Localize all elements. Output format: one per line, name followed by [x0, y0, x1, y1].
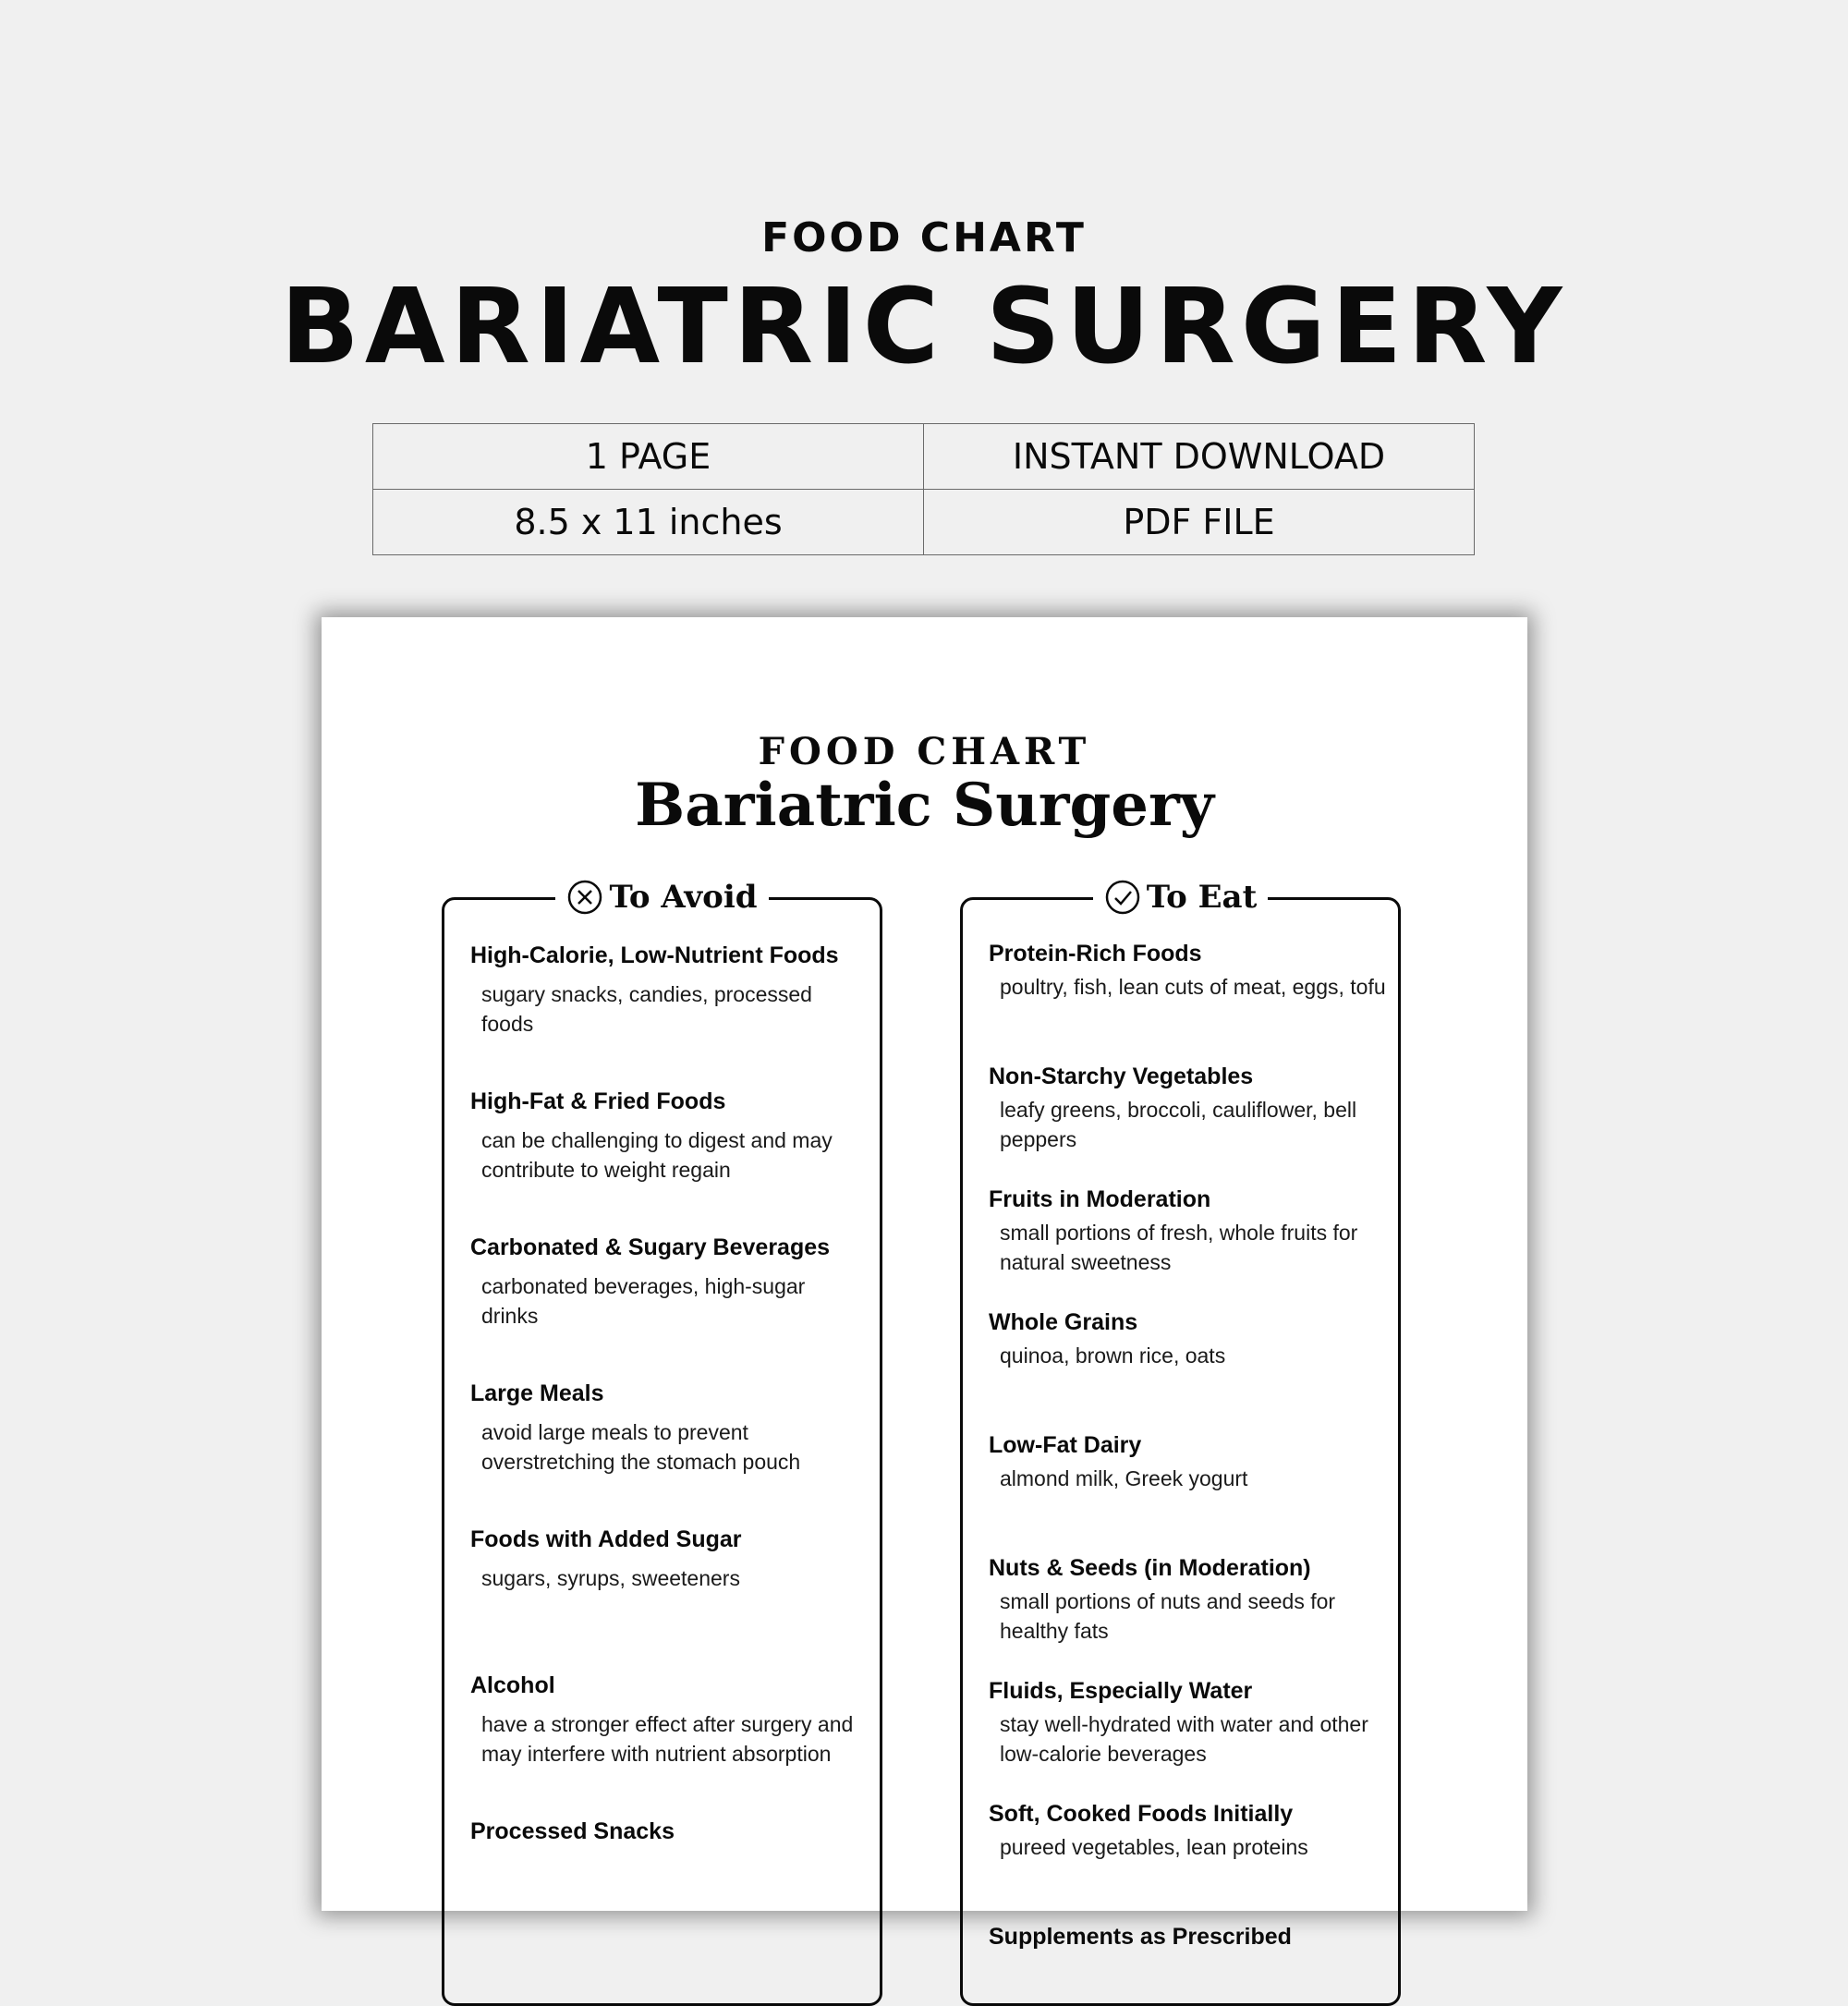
eat-item-title: Supplements as Prescribed: [989, 1924, 1292, 1950]
spec-table: [372, 423, 1475, 555]
eat-item-desc: leafy greens, broccoli, cauliflower, bell peppers: [1000, 1098, 1357, 1151]
eat-item: [989, 1307, 1386, 1370]
avoid-item-title: High-Fat & Fried Foods: [470, 1088, 726, 1114]
eat-item: [989, 1062, 1386, 1154]
eat-item-desc: pureed vegetables, lean proteins: [1000, 1835, 1308, 1859]
avoid-panel: [442, 879, 882, 2006]
avoid-item-title: Processed Snacks: [470, 1818, 675, 1844]
avoid-item: [470, 1087, 868, 1185]
eat-item: [989, 1799, 1386, 1862]
eat-item-title: Fruits in Moderation: [989, 1186, 1211, 1212]
avoid-item: [470, 1379, 868, 1477]
spec-format: PDF FILE: [924, 490, 1475, 555]
x-circle-icon: [566, 879, 603, 916]
avoid-item: [470, 1817, 868, 1846]
eat-item: [989, 1922, 1386, 1951]
spec-pages: 1 PAGE: [373, 424, 924, 490]
eat-item-desc: poultry, fish, lean cuts of meat, eggs, tofu: [1000, 975, 1386, 999]
eat-item-title: Non-Starchy Vegetables: [989, 1064, 1254, 1089]
avoid-panel-header: [444, 875, 880, 920]
eat-item-desc: small portions of fresh, whole fruits for natural sweetness: [1000, 1221, 1358, 1274]
eat-item: [989, 1430, 1386, 1493]
document-title: Bariatric Surgery: [635, 771, 1214, 840]
avoid-item-title: High-Calorie, Low-Nutrient Foods: [470, 942, 839, 968]
eat-item-title: Soft, Cooked Foods Initially: [989, 1801, 1294, 1827]
header-title: BARIATRIC SURGERY: [280, 267, 1568, 387]
avoid-item: [470, 941, 868, 1039]
avoid-item: [470, 1233, 868, 1331]
avoid-item-desc: carbonated beverages, high-sugar drinks: [481, 1274, 806, 1328]
eat-item-desc: stay well-hydrated with water and other low-calorie beverages: [1000, 1712, 1368, 1766]
eat-item-title: Low-Fat Dairy: [989, 1432, 1142, 1458]
avoid-item-title: Alcohol: [470, 1672, 555, 1698]
document-preview: [322, 617, 1527, 1950]
eat-heading: To Eat: [1146, 879, 1258, 916]
eat-panel-header: [963, 875, 1398, 920]
avoid-item-title: Large Meals: [470, 1380, 604, 1406]
avoid-item-title: Foods with Added Sugar: [470, 1526, 742, 1552]
eat-item: [989, 1185, 1386, 1277]
avoid-item-title: Carbonated & Sugary Beverages: [470, 1234, 831, 1260]
eat-item: [989, 1553, 1386, 1646]
check-circle-icon: [1104, 879, 1141, 916]
eat-item-title: Whole Grains: [989, 1309, 1138, 1335]
avoid-item-desc: sugary snacks, candies, processed foods: [481, 982, 812, 1036]
spec-size: 8.5 x 11 inches: [373, 490, 924, 555]
avoid-heading: To Avoid: [609, 879, 758, 916]
eat-item-title: Fluids, Especially Water: [989, 1678, 1253, 1704]
avoid-item-desc: can be challenging to digest and may contribute to weight regain: [481, 1128, 833, 1182]
eat-panel: [960, 879, 1401, 2006]
document-kicker: FOOD CHART: [758, 730, 1091, 773]
avoid-item: [470, 1671, 868, 1769]
avoid-item-desc: have a stronger effect after surgery and may interfere with nutrient absorption: [481, 1712, 854, 1766]
eat-item: [989, 1676, 1386, 1769]
avoid-item-desc: avoid large meals to prevent overstretching the stomach pouch: [481, 1420, 801, 1474]
eat-item-desc: quinoa, brown rice, oats: [1000, 1343, 1226, 1368]
eat-item: [989, 939, 1386, 1002]
eat-item-desc: small portions of nuts and seeds for healthy fats: [1000, 1589, 1336, 1643]
avoid-item-desc: sugars, syrups, sweeteners: [481, 1566, 740, 1590]
eat-item-title: Nuts & Seeds (in Moderation): [989, 1555, 1311, 1581]
spec-delivery: INSTANT DOWNLOAD: [924, 424, 1475, 490]
eat-item-desc: almond milk, Greek yogurt: [1000, 1466, 1248, 1490]
eat-item-title: Protein-Rich Foods: [989, 941, 1202, 967]
avoid-item: [470, 1525, 868, 1593]
header-kicker: FOOD CHART: [761, 214, 1087, 261]
